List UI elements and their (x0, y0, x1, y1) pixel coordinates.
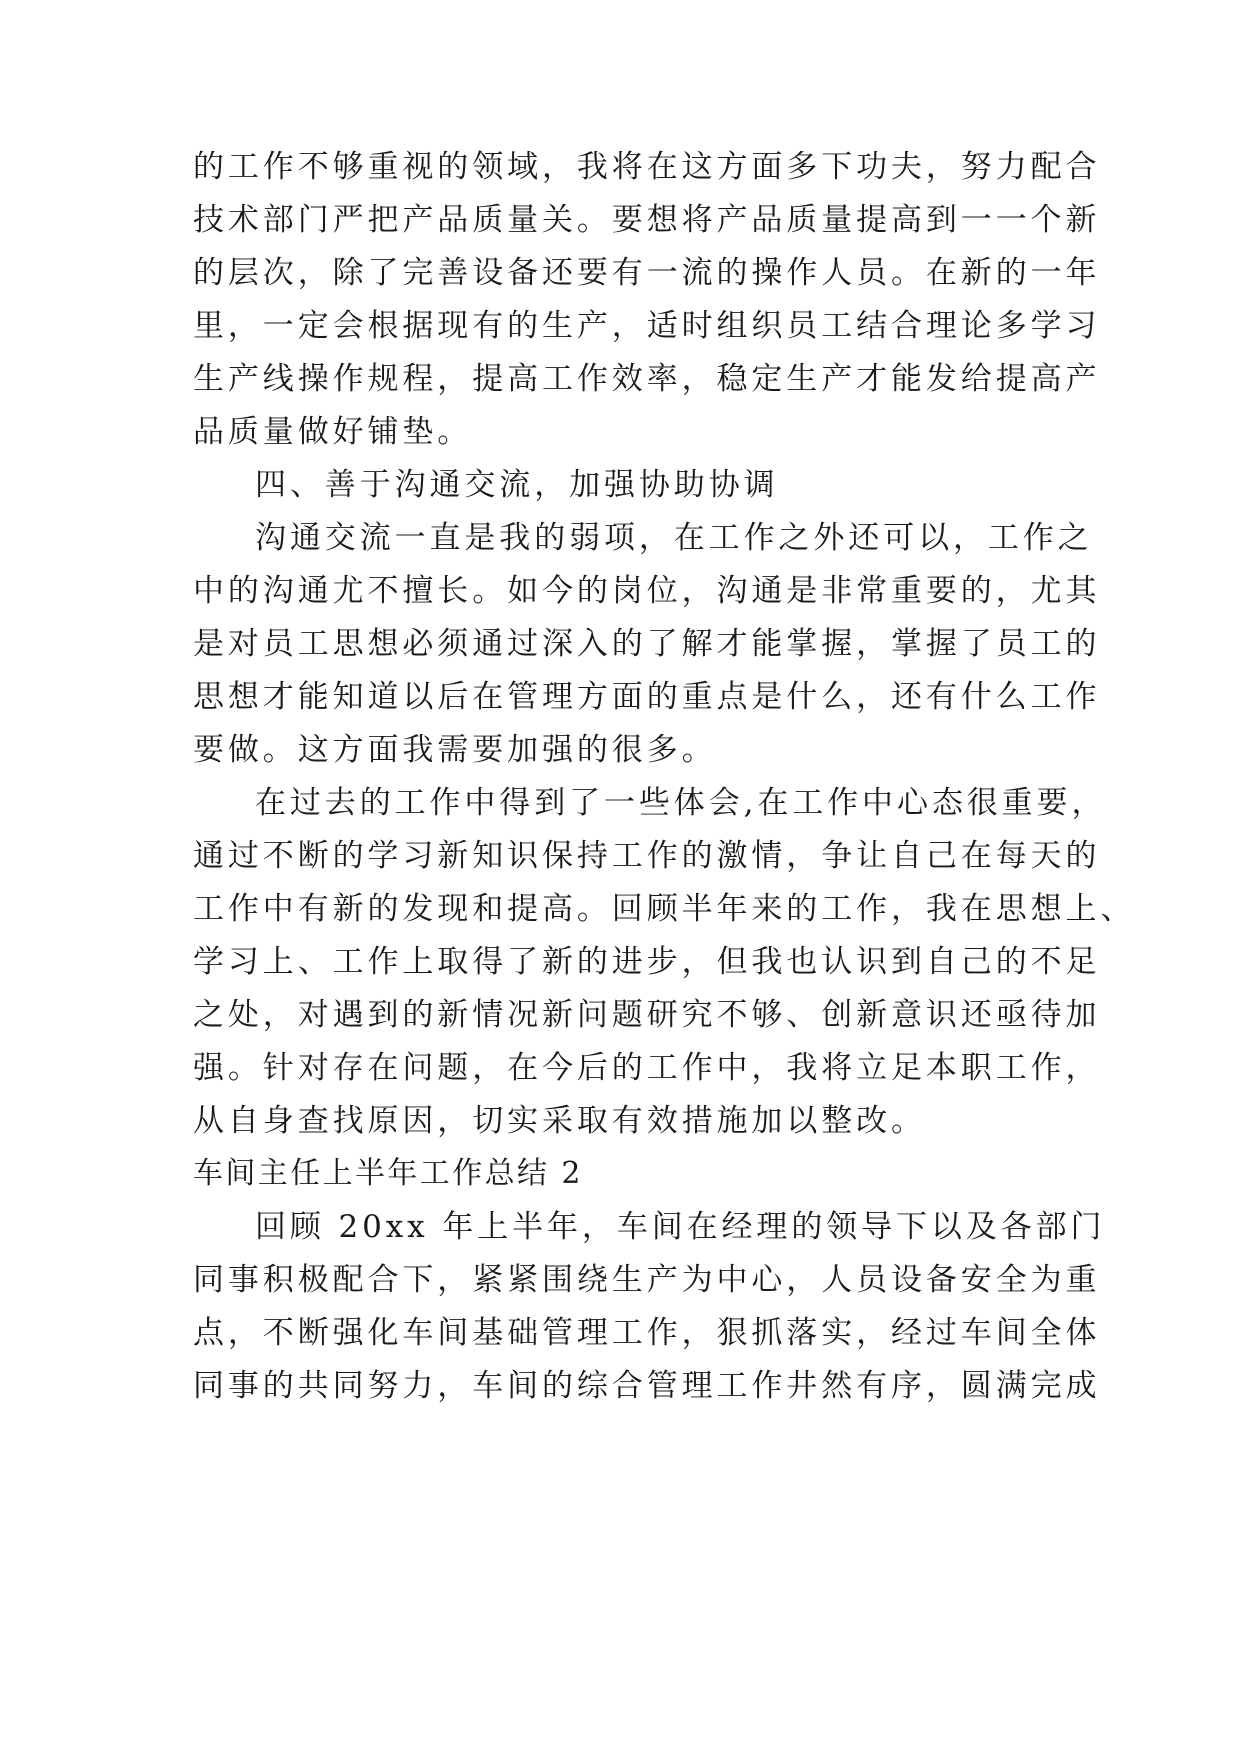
paragraph-line: 技术部门严把产品质量关。要想将产品质量提高到一一个新 (193, 202, 1101, 238)
paragraph-line: 通过不断的学习新知识保持工作的激情，争让自己在每天的 (193, 838, 1101, 874)
paragraph-line: 品质量做好铺垫。 (193, 414, 473, 450)
paragraph-line: 工作中有新的发现和提高。回顾半年来的工作，我在思想上、 (193, 891, 1136, 927)
paragraph-line: 从自身查找原因，切实采取有效措施加以整改。 (193, 1103, 926, 1139)
paragraph-line: 学习上、工作上取得了新的进步，但我也认识到自己的不足 (193, 944, 1101, 980)
paragraph-line: 的工作不够重视的领域，我将在这方面多下功夫，努力配合 (193, 149, 1101, 185)
paragraph-line: 沟通交流一直是我的弱项，在工作之外还可以，工作之 (255, 520, 1093, 556)
paragraph-line: 点，不断强化车间基础管理工作，狠抓落实，经过车间全体 (193, 1315, 1101, 1351)
paragraph-line: 生产线操作规程，提高工作效率，稳定生产才能发给提高产 (193, 361, 1101, 397)
paragraph-line: 同事积极配合下，紧紧围绕生产为中心，人员设备安全为重 (193, 1262, 1101, 1298)
paragraph-line: 回顾 20xx 年上半年，车间在经理的领导下以及各部门 (255, 1209, 1106, 1245)
paragraph-line: 之处，对遇到的新情况新问题研究不够、创新意识还亟待加 (193, 997, 1101, 1033)
paragraph-line: 同事的共同努力，车间的综合管理工作井然有序，圆满完成 (193, 1368, 1101, 1404)
paragraph-line: 思想才能知道以后在管理方面的重点是什么，还有什么工作 (193, 679, 1101, 715)
paragraph-line: 强。针对存在问题，在今后的工作中，我将立足本职工作， (193, 1050, 1101, 1086)
document-title: 车间主任上半年工作总结 2 (193, 1156, 583, 1191)
paragraph-line: 的层次，除了完善设备还要有一流的操作人员。在新的一年 (193, 255, 1101, 291)
section-heading: 四、善于沟通交流，加强协助协调 (255, 467, 779, 503)
paragraph-line: 在过去的工作中得到了一些体会,在工作中心态很重要， (255, 785, 1107, 821)
paragraph-line: 是对员工思想必须通过深入的了解才能掌握，掌握了员工的 (193, 626, 1101, 662)
paragraph-line: 中的沟通尤不擅长。如今的岗位，沟通是非常重要的，尤其 (193, 573, 1101, 609)
paragraph-line: 要做。这方面我需要加强的很多。 (193, 732, 717, 768)
paragraph-line: 里，一定会根据现有的生产，适时组织员工结合理论多学习 (193, 308, 1101, 344)
